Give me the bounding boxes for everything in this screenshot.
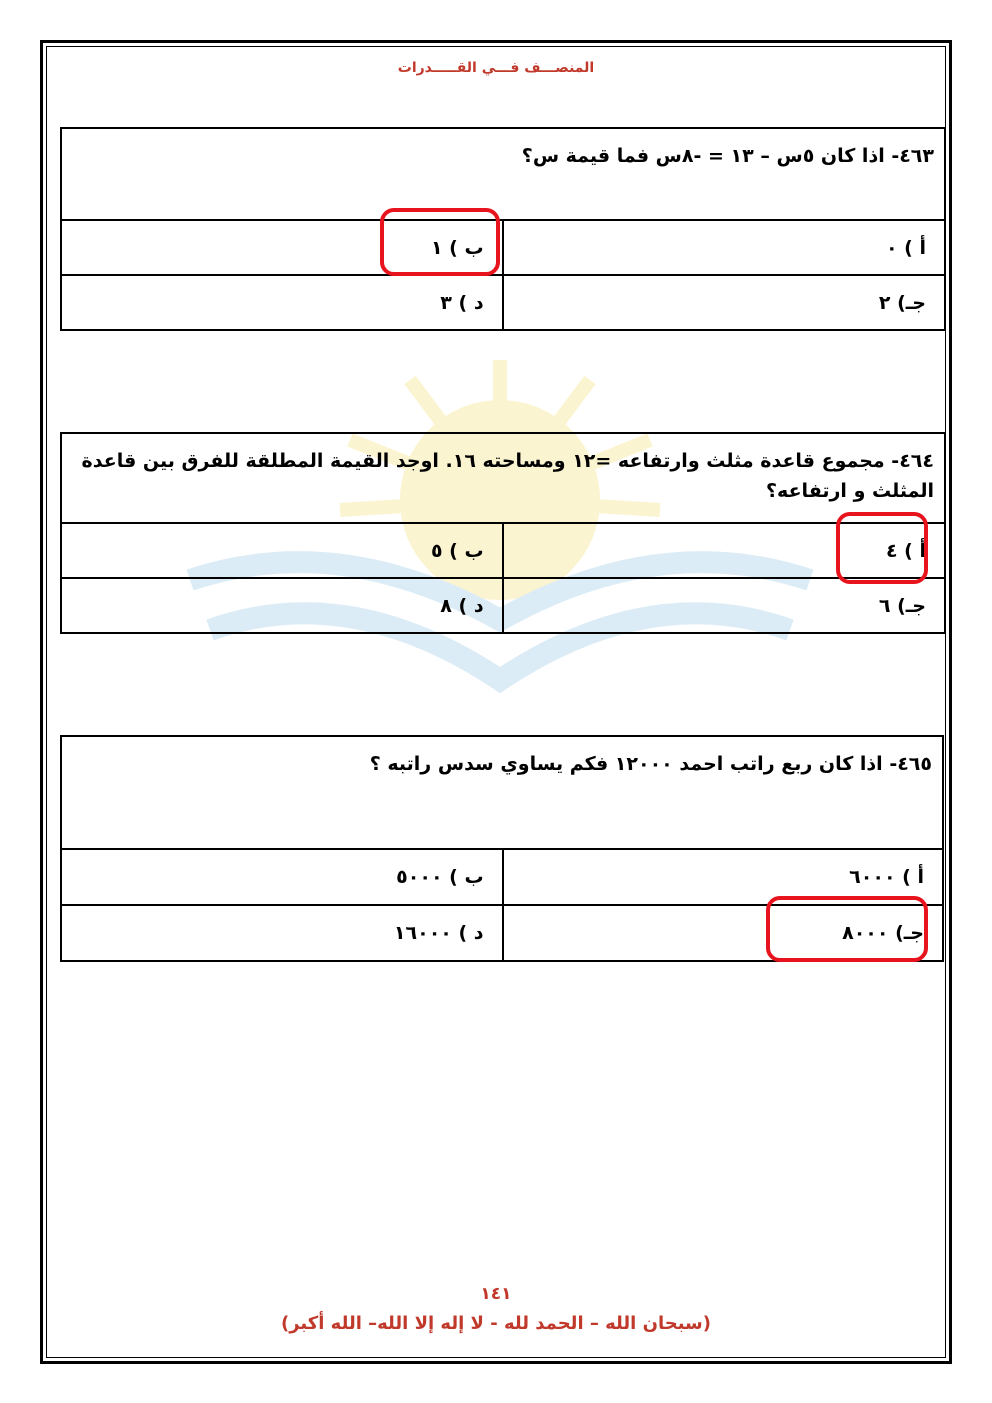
option-b[interactable]: ب ) ٥ <box>61 523 503 578</box>
answer-highlight-463 <box>380 208 500 276</box>
option-b[interactable]: ب ) ٥٠٠٠ <box>61 849 503 905</box>
option-c[interactable]: جـ) ٦ <box>503 578 945 633</box>
option-a[interactable]: أ ) ٠ <box>503 220 945 275</box>
question-text: ٤٦٥- اذا كان ربع راتب احمد ١٢٠٠٠ فكم يساوي سدس راتبه ؟ <box>61 736 943 849</box>
question-text: ٤٦٤- مجموع قاعدة مثلث وارتفاعه =١٢ ومساحته ١٦. اوجد القيمة المطلقة للفرق بين قاعدة المثلث و ارتفاعه؟ <box>61 433 945 523</box>
option-d[interactable]: د ) ٣ <box>61 275 503 330</box>
answer-highlight-465 <box>766 896 928 962</box>
answer-highlight-464 <box>836 512 928 584</box>
question-table-463 <box>60 127 946 331</box>
page-number: ١٤١ <box>480 1284 512 1304</box>
option-c[interactable]: جـ) ٨٠٠٠ <box>503 905 943 961</box>
footer-text: (سبحان الله – الحمد لله - لا إله إلا الله– الله أكبر) <box>281 1313 711 1334</box>
option-b[interactable]: ب ) ١ <box>61 220 503 275</box>
question-text: ٤٦٣- اذا كان ٥س – ١٣ = -٨س فما قيمة س؟ <box>61 128 945 220</box>
question-table-464 <box>60 432 946 634</box>
option-d[interactable]: د ) ٨ <box>61 578 503 633</box>
option-a[interactable]: أ ) ٤ <box>503 523 945 578</box>
option-a[interactable]: أ ) ٦٠٠٠ <box>503 849 943 905</box>
option-c[interactable]: جـ) ٢ <box>503 275 945 330</box>
option-d[interactable]: د ) ١٦٠٠٠ <box>61 905 503 961</box>
header-title: المنصـــف فـــي القـــــدرات <box>397 60 595 76</box>
